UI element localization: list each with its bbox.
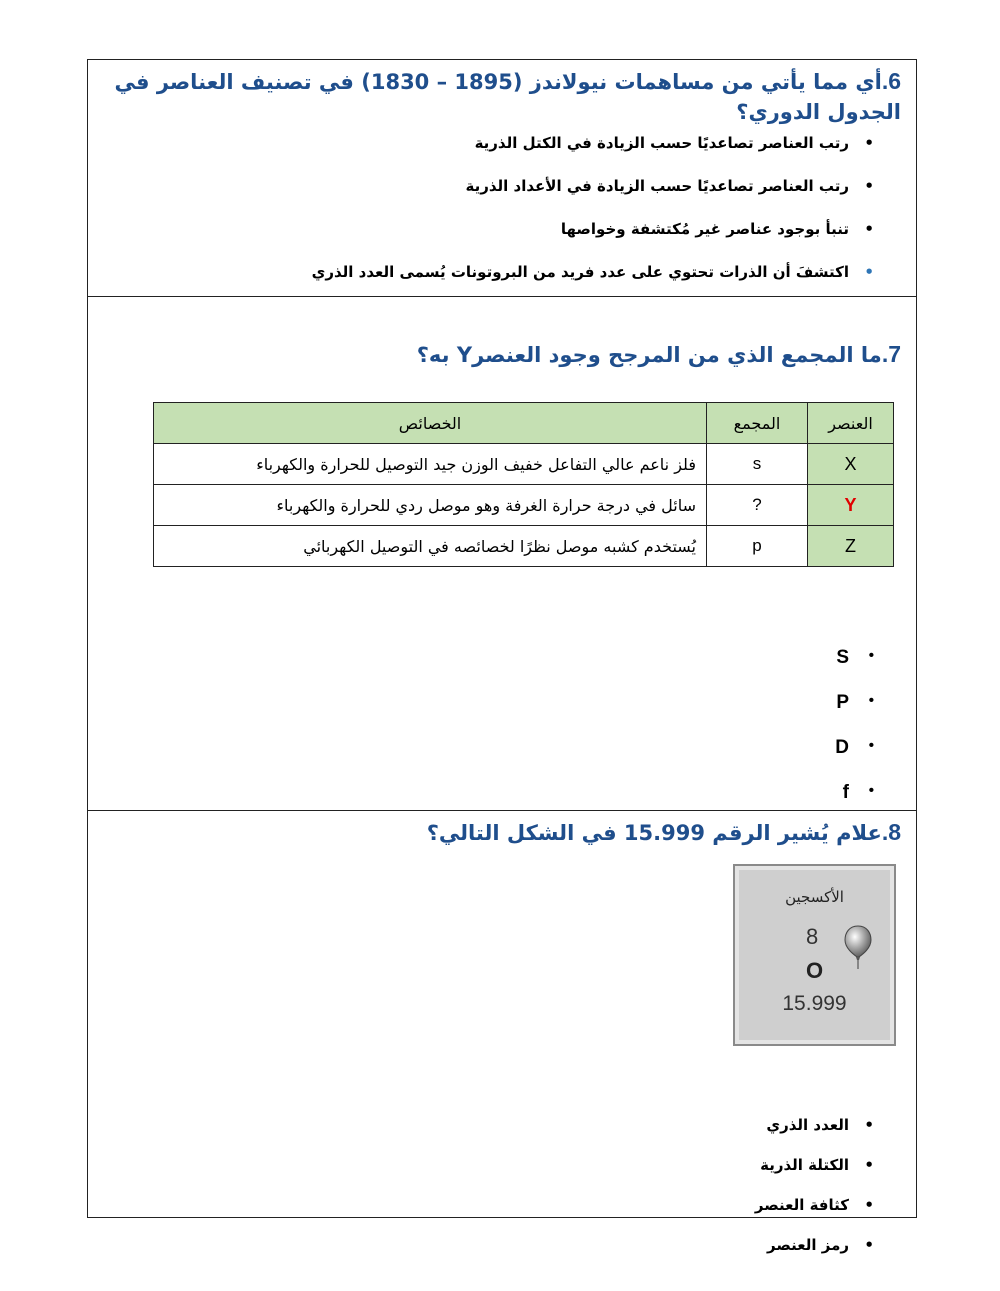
question-7-section: [88, 297, 916, 811]
group-cell: s: [707, 444, 808, 485]
question-7-title: [417, 339, 901, 370]
table-row: [154, 526, 894, 567]
header-element: العنصر: [808, 403, 894, 444]
properties-cell: سائل في درجة حرارة الغرفة وهو موصل ردي للحرارة والكهرباء: [154, 485, 707, 526]
header-properties: الخصائص: [154, 403, 707, 444]
option-7-c[interactable]: • D: [835, 737, 874, 782]
question-6-number: 6.: [881, 68, 901, 94]
option-8-c[interactable]: • كثافة العنصر: [755, 1196, 874, 1236]
element-cell: Z: [808, 526, 894, 567]
question-8-text: علام يُشير الرقم 15.999 في الشكل التالي؟: [426, 821, 882, 845]
question-6-section: [88, 60, 916, 297]
question-7-text: ما المجمع الذي من المرجح وجود العنصرY به؟: [416, 343, 882, 367]
option-8-d[interactable]: • رمز العنصر: [755, 1236, 874, 1266]
atomic-number: 8: [806, 924, 819, 949]
option-6-d[interactable]: • اكتشفَ أن الذرات تحتوي على عدد فريد من البروتونات يُسمى العدد الذري: [312, 263, 874, 293]
group-cell: ?: [707, 485, 808, 526]
question-8-options: [755, 1116, 874, 1266]
table-header-row: [154, 403, 894, 444]
option-8-b[interactable]: • الكتلة الذرية: [755, 1156, 874, 1196]
properties-cell: يُستخدم كشبه موصل نظرًا لخصائصه في التوصيل الكهربائي: [154, 526, 707, 567]
table-row: [154, 485, 894, 526]
question-7-number: 7.: [881, 341, 901, 367]
element-symbol: O: [806, 958, 824, 983]
properties-table: [153, 402, 894, 567]
question-6-title: [111, 66, 901, 127]
periodic-table-tile: [733, 864, 896, 1046]
question-8-title: [427, 817, 901, 848]
group-cell: p: [707, 526, 808, 567]
table-row: [154, 444, 894, 485]
properties-cell: فلز ناعم عالي التفاعل خفيف الوزن جيد التوصيل للحرارة والكهرباء: [154, 444, 707, 485]
worksheet: [87, 59, 917, 1254]
element-cell-highlighted: Y: [808, 485, 894, 526]
question-6-options: [312, 134, 874, 293]
question-8-section: [88, 811, 916, 1254]
question-6-text: أي مما يأتي من مساهمات نيولاندز (1895 – 1830) في تصنيف العناصر في الجدول الدوري؟: [114, 70, 901, 124]
option-6-b[interactable]: • رتب العناصر تصاعديًا حسب الزيادة في الأعداد الذرية: [312, 177, 874, 220]
question-7-options: [835, 647, 874, 812]
header-group: المجمع: [707, 403, 808, 444]
element-name: الأكسجين: [785, 888, 844, 906]
option-8-a[interactable]: • العدد الذري: [755, 1116, 874, 1156]
element-cell: X: [808, 444, 894, 485]
atomic-mass: 15.999: [782, 992, 847, 1015]
option-7-a[interactable]: • S: [835, 647, 874, 692]
gas-balloon-icon: [843, 924, 873, 974]
option-7-d[interactable]: • f: [835, 782, 874, 812]
option-7-b[interactable]: • P: [835, 692, 874, 737]
option-6-c[interactable]: • تنبأ بوجود عناصر غير مُكتشفة وخواصها: [312, 220, 874, 263]
option-6-a[interactable]: • رتب العناصر تصاعديًا حسب الزيادة في الكتل الذرية: [312, 134, 874, 177]
question-8-number: 8.: [881, 819, 901, 845]
